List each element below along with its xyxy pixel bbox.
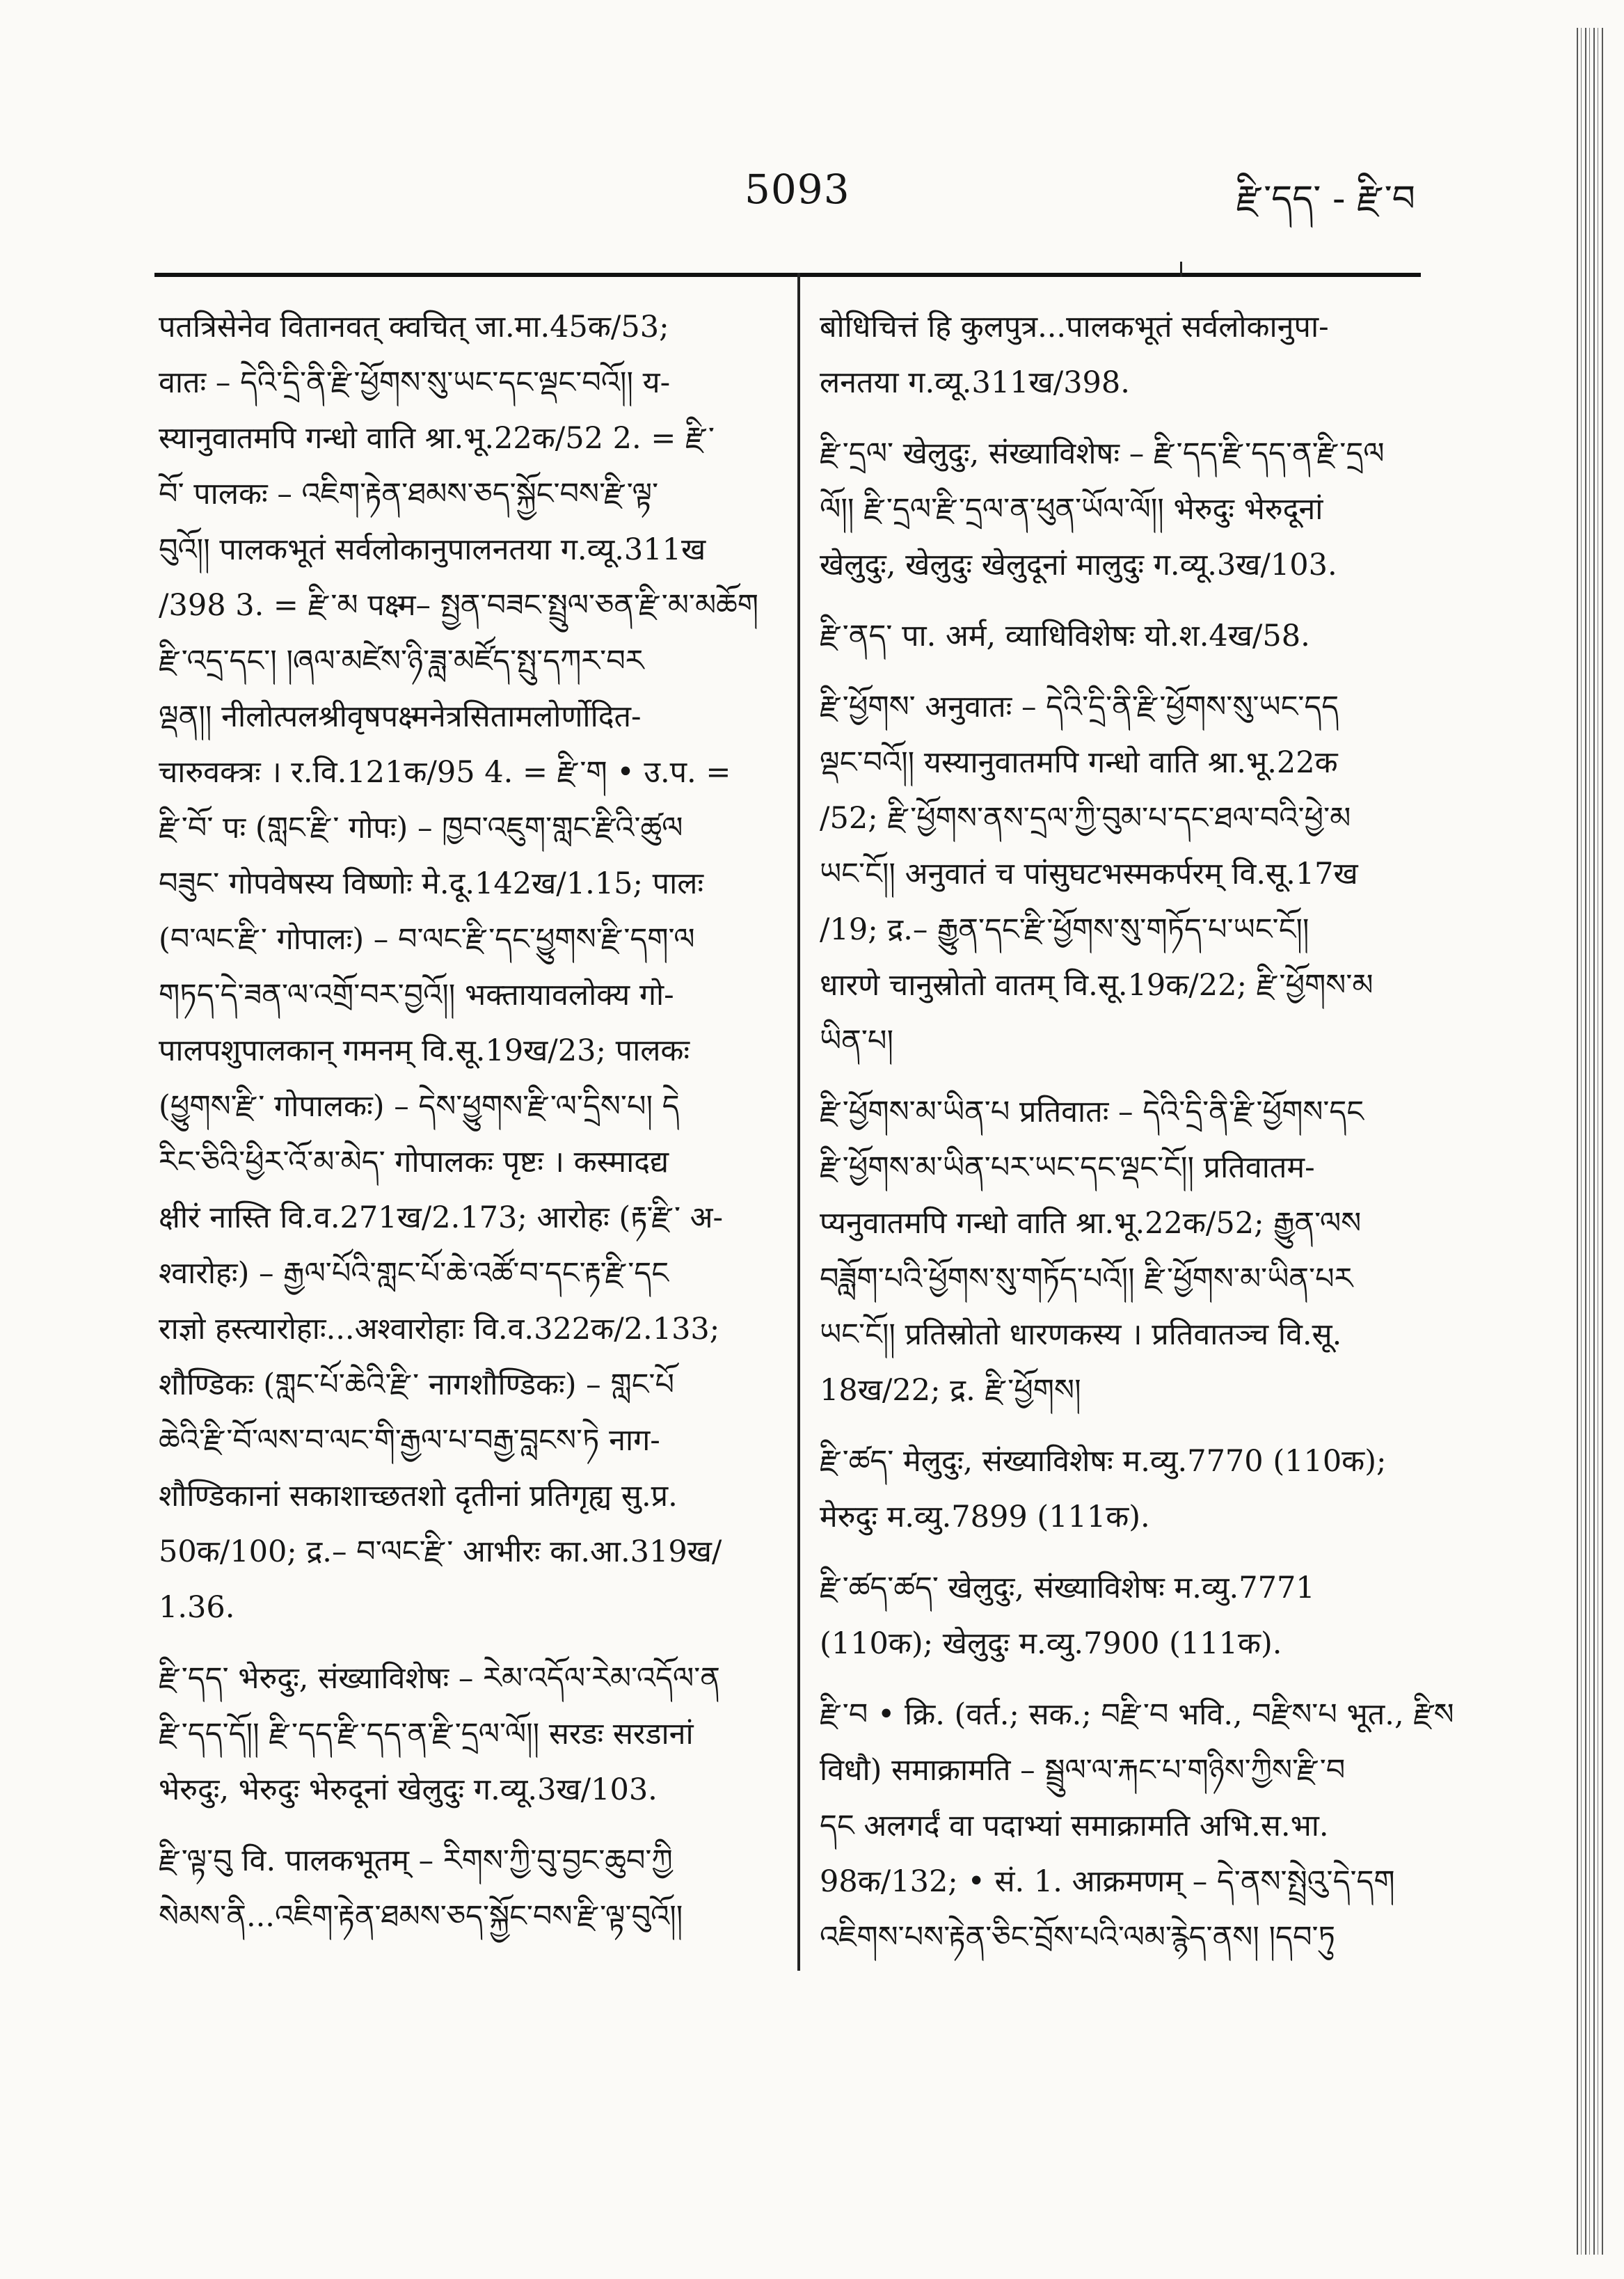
entry-line: (110क); खेलुदुः म.व्यु.7900 (111क). — [820, 1626, 1282, 1661]
entry-line: स्यानुवातमपि गन्धो वाति श्रा.भू.22क/52 2. = རྫི་ — [159, 421, 715, 456]
entry-line: 50क/100; द्र.– བ་ལང་རྫི་ आभीरः का.आ.319ख/ — [159, 1534, 722, 1569]
dictionary-entry — [820, 1434, 1411, 1545]
entry-line: चारुवक्त्रः । र.वि.121क/95 4. = རྫི་ག • उ.प. = — [159, 755, 731, 790]
entry-line: ཡང་ངོ།། प्रतिस्रोतो धारणकस्य । प्रतिवातञ्च वि.सू. — [820, 1317, 1342, 1352]
dictionary-entry — [159, 1651, 771, 1818]
entry-line: ཡིན་པ། — [820, 1024, 893, 1058]
entry-line: (བ་ལང་རྫི་ गोपालः) – བ་ལང་རྫི་དང་ཕྱུགས་རྫི་དག་ལ — [159, 922, 695, 957]
dictionary-entry — [820, 608, 1411, 664]
entry-line: བཟུང་ गोपवेषस्य विष्णोः मे.दू.142ख/1.15; पालः — [159, 866, 704, 901]
entry-line: རིང་ཅིའི་ཕྱིར་འོ་མ་མེད་ गोपालकः पृष्टः । कस्मादद्य — [159, 1145, 669, 1180]
entry-line: शौण्डिकानां सकाशाच्छतशो दृतीनां प्रतिगृह्य सु.प्र. — [159, 1479, 678, 1514]
entry-line: 98क/132; • सं. 1. आक्रमणम् – དེ་ནས་སྤྲེའུ་དེ་དག — [820, 1864, 1395, 1899]
entry-line: རྫི་ནད་ पा. अर्म, व्याधिविशेषः यो.श.4ख/58. — [820, 619, 1310, 653]
entry-line: ཆེའི་རྫི་བོ་ལས་བ་ལང་གི་རྒྱལ་པ་བརྒྱ་བླངས་ཏེ नाग- — [159, 1423, 660, 1458]
entry-line: पालपशुपालकान् गमनम् वि.सू.19ख/23; पालकः — [159, 1033, 690, 1068]
entry-line: འཇིགས་པས་རྟེན་ཅིང་བྲོས་པའི་ལམ་རྙེད་ནས། །དབ་ཏུ — [820, 1920, 1335, 1955]
dictionary-entry — [820, 679, 1411, 1069]
entry-line: /52; རྫི་ཕྱོགས་ནས་དྲལ་ཀྱི་བུམ་པ་དང་ཐལ་བའི་ཕྱེ་མ — [820, 801, 1351, 836]
entry-line: ལྡན།། नीलोत्पलश्रीवृषपक्ष्मनेत्रसितामलोर्णोदित- — [159, 699, 642, 734]
entry-line: खेलुदुः, खेलुदुः खेलुदूनां मालुदुः ग.व्यू.3ख/103. — [820, 548, 1337, 582]
entry-line: मेरुदुः म.व्यु.7899 (111क). — [820, 1500, 1150, 1534]
entry-line: लनतया ग.व्यू.311ख/398. — [820, 365, 1130, 400]
entry-line: རྫི་བ • क्रि. (वर्त.; सक.; བརྫི་བ भवि., བརྫིས་པ भूत., རྫིས — [820, 1697, 1454, 1732]
page-number: 5093 — [745, 166, 850, 213]
right-column — [820, 299, 1454, 1980]
dictionary-entry — [820, 1084, 1411, 1418]
entry-line: རྫི་ལྟ་བུ वि. पालकभूतम् – རིགས་ཀྱི་བུ་བྱང་ཆུབ་ཀྱི — [159, 1843, 673, 1878]
column-divider — [797, 273, 800, 1971]
entry-line: शौण्डिकः (གླང་པོ་ཆེའི་རྫི་ नागशौण्डिकः) – གླང་པོ — [159, 1367, 675, 1402]
entry-line: बोधिचित्तं हि कुलपुत्र...पालकभूतं सर्वलोकानुपा- — [820, 310, 1329, 344]
entry-line: क्षीरं नास्ति वि.व.271ख/2.173; आरोहः (རྟ་རྫི་ अ- — [159, 1200, 724, 1235]
entry-line: རྫི་དད་དོ།། རྫི་དད་རྫི་དད་ན་རྫི་དྲལ་ལོ།། सरडः सरडानां — [159, 1717, 694, 1752]
entry-line: राज्ञो हस्त्यारोहाः...अश्वारोहाः वि.व.322क/2.133; — [159, 1312, 720, 1347]
entry-line: वातः – དེའི་དྲི་ནི་རྫི་ཕྱོགས་སུ་ཡང་དང་ལྡང་བའོ།། य- — [159, 365, 671, 400]
entry-line: ཡང་ངོ།། अनुवातं च पांसुघटभस्मकर्परम् वि.सू.17ख — [820, 857, 1358, 891]
entry-line: རྫི་ཕྱོགས་ अनुवातः – དེའི་དྲི་ནི་རྫི་ཕྱོགས་སུ་ཡང་དད — [820, 690, 1339, 724]
entry-line: སེམས་ནི...འཇིག་རྟེན་ཐམས་ཅད་སྐྱོང་བས་རྫི་ལྟ་བུའོ།། — [159, 1899, 683, 1934]
entry-line: རྫི་དྲལ་ खेलुदुः, संख्याविशेषः – རྫི་དད་རྫི་དད་ན་རྫི་དྲལ — [820, 436, 1385, 471]
entry-line: 1.36. — [159, 1590, 235, 1625]
scan-edge-border — [1577, 28, 1605, 2255]
entry-line: རྫི་དད་ भेरुदुः, संख्याविशेषः – རེམ་འདོལ་རེམ་འདོལ་ན — [159, 1661, 720, 1696]
entry-line: རྫི་འདྲ་དང་། །ཞལ་མཛེས་ཉི་ཟླ་མཛོད་སྤུ་དཀར་བར — [159, 644, 644, 678]
entry-line: पतत्रिसेनेव वितानवत् क्वचित् जा.मा.45क/53; — [159, 310, 669, 344]
entry-line: भेरुदुः, भेरुदुः भेरुदूनां खेलुदुः ग.व्यू.3ख/103. — [159, 1772, 658, 1807]
entry-continuation — [159, 299, 771, 1635]
entry-line: གཏད་དེ་ཟན་ལ་འགྲོ་བར་བྱའོ།། भक्तायावलोक्य गो- — [159, 978, 674, 1013]
entry-line: རྫི་ཕྱོགས་མ་ཡིན་པར་ཡང་དང་ལྡང་ངོ།། प्रतिवातम- — [820, 1150, 1315, 1185]
entry-line: धारणे चानुस्रोतो वातम् वि.सू.19क/22; རྫི་ཕྱོགས་མ — [820, 968, 1374, 1003]
entry-line: བོ་ पालकः – འཇིག་རྟེན་ཐམས་ཅད་སྐྱོང་བས་རྫི་ལྟ་ — [159, 477, 659, 511]
entry-line: (ཕྱུགས་རྫི་ गोपालकः) – དེས་ཕྱུགས་རྫི་ལ་དྲིས་པ། དེ — [159, 1089, 680, 1124]
entry-line: ལྡང་བའོ།། यस्यानुवातमपि गन्धो वाति श्रा.भू.22क — [820, 745, 1338, 780]
dictionary-entry — [820, 1560, 1411, 1671]
dictionary-entry — [159, 1833, 771, 1944]
entry-line: ལོ།། རྫི་དྲལ་རྫི་དྲལ་ན་ཕུན་ཡོལ་ལོ།། भेरुदुः भेरुदूनां — [820, 492, 1323, 527]
entry-line: विधौ) समाक्रामति – སྦྲུལ་ལ་རྐང་པ་གཉིས་ཀྱིས་རྫི་བ — [820, 1753, 1346, 1788]
entry-line: རྫི་ཚད་ मेलुदुः, संख्याविशेषः म.व्यु.7770 (110क); — [820, 1444, 1387, 1479]
entry-line: རྫི་བོ་ पः (གླང་རྫི་ गोपः) – ཁྱབ་འཇུག་གླང་རྫིའི་ཚུལ — [159, 811, 683, 845]
entry-line: རྫི་ཕྱོགས་མ་ཡིན་པ प्रतिवातः – དེའི་དྲི་ནི་རྫི་ཕྱོགས་དང — [820, 1095, 1364, 1129]
entry-line: བཟློག་པའི་ཕྱོགས་སུ་གཏོད་པའོ།། རྫི་ཕྱོགས་མ་ཡིན་པར — [820, 1262, 1353, 1296]
header-keyword-range: རྫི་དད་ - རྫི་བ — [1236, 178, 1415, 220]
entry-line: श्वारोहः) – རྒྱལ་པོའི་གླང་པོ་ཆེ་འཚོ་བ་དང་རྟ་རྫི་དང — [159, 1256, 669, 1291]
column-tick-mark — [1180, 262, 1182, 277]
entry-line: 18ख/22; द्र. རྫི་ཕྱོགས། — [820, 1373, 1081, 1408]
entry-line: རྫི་ཚད་ཚད་ खेलुदुः, संख्याविशेषः म.व्यु.7771 — [820, 1571, 1315, 1605]
header-rule — [154, 273, 1421, 277]
entry-line: /19; द्र.– རྒྱུན་དང་རྫི་ཕྱོགས་སུ་གཏོད་པ་ཡང་ངོ།། — [820, 912, 1309, 947]
entry-line: དང अलगर्दं वा पदाभ्यां समाक्रामति अभि.स.भा. — [820, 1809, 1329, 1843]
left-column — [159, 299, 771, 1960]
entry-line: བུའོ།། पालकभूतं सर्वलोकानुपालनतया ग.व्यू.311ख — [159, 532, 706, 567]
entry-line: प्यनुवातमपि गन्धो वाति श्रा.भू.22क/52; རྒྱུན་ལས — [820, 1206, 1362, 1241]
dictionary-entry — [820, 426, 1411, 593]
dictionary-entry — [820, 1687, 1454, 1965]
entry-line: /398 3. = རྫི་མ पक्ष्म– སྤྱན་བཟང་སྤྲུལ་ཅན་རྫི་མ་མཆོག — [159, 588, 759, 623]
entry-continuation — [820, 299, 1411, 411]
